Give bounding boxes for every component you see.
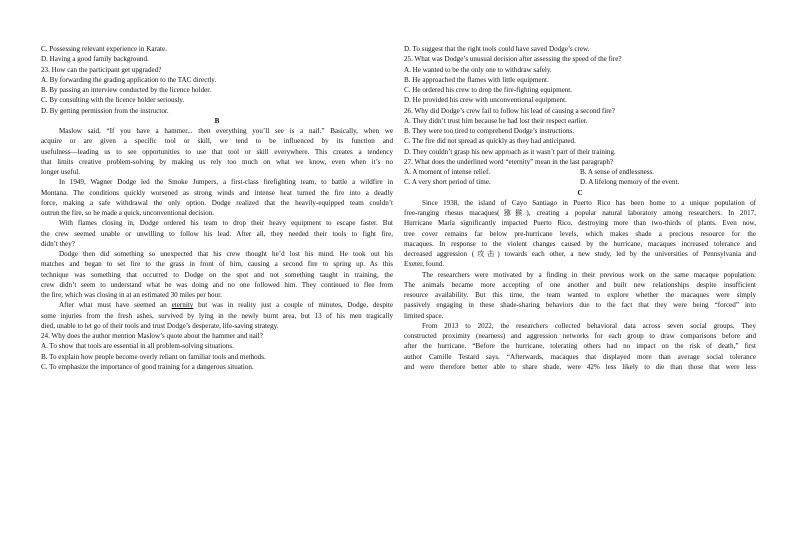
- text-line: matches and began to set fire to the grass in front of him, causing a second fire to spring up. As this: [41, 260, 393, 269]
- text-line: free-ranging rhesus macaques(猕猴), creating a popular natural laboratory among researchers. In 2017,: [404, 209, 756, 217]
- text-line: In 1949, Wagner Dodge led the Smoke Jumpers, a first-class firefighting team, to battle a wildfire in: [59, 178, 393, 187]
- text-line: longer useful.: [41, 168, 81, 176]
- text-line: after the hurricane. “Before the hurricane, tolerating others had no impact on the risk of death,” first: [404, 342, 756, 351]
- text-line: A. To show that tools are essential in all problem-solving situations.: [41, 342, 234, 351]
- text-line: 26. Why did Dodge’s crew fail to follow his lead of causing a second fire?: [404, 106, 615, 115]
- text-line: Montana. The conditions quickly worsened as strong winds and intense heat turned the fire into a deadly: [41, 188, 393, 197]
- option-row: [404, 177, 756, 187]
- text-line: C. Possessing relevant experience in Karate.: [41, 45, 167, 53]
- text-line: decreased aggression (攻击) towards each other, a new study, led by the universities of Pennsylvania and: [404, 250, 756, 258]
- text-line: some injuries from the fresh ashes, survived by lying in the newly burnt area, but 13 of his men tragically: [41, 311, 393, 320]
- option-text: D. A lifelong memory of the event.: [580, 178, 680, 187]
- text-line: With flames closing in, Dodge ordered his team to drop their heavy equipment to escape faster. But: [59, 219, 393, 228]
- text-line: D. He provided his crew with unconventional equipment.: [404, 96, 567, 105]
- text-line: and were therefore better able to share shade, were 42% less likely to die than those that were less: [404, 362, 756, 371]
- text-line: D. By getting permission from the instructor.: [41, 106, 169, 115]
- option-text: A. A moment of intense relief.: [404, 168, 491, 176]
- text-line: 24. Why does the author mention Maslow’s quote about the hammer and nail?: [41, 332, 263, 340]
- text-line: C. To emphasize the importance of good training for a dangerous situation.: [41, 362, 254, 371]
- text-line: tree cover remains far below pre-hurricane levels, which makes shade a precious resource for the: [404, 229, 756, 238]
- text-line: The researchers were motivated by a finding in their previous work on the same macaque population:: [422, 270, 756, 279]
- text-line: constructed proximity (nearness) and aggression networks for each group to draw comparisons before and: [404, 332, 756, 340]
- text-segment: but was in reality just a couple of minutes, Dodge, despite: [193, 301, 393, 310]
- text-line: [41, 300, 393, 310]
- text-line: that limits creative problem-solving by making us rely too much on what we know, even when it’s no: [41, 157, 393, 166]
- text-line: outrun the fire, so he made a quick, unconventional decision.: [41, 209, 214, 217]
- text-line: the fire, which was closing in at an estimated 30 miles per hour.: [41, 291, 222, 299]
- text-line: A. They didn’t trust him because he had lost their respect earlier.: [404, 116, 588, 125]
- text-line: Dodge then did something so unexpected that his crew thought he’d lost his mind. He took out his: [59, 250, 393, 258]
- option-text: B. A sense of endlessness.: [580, 168, 655, 176]
- text-line: A. By forwarding the grading application to the TAC directly.: [41, 75, 217, 84]
- text-line: 27. What does the underlined word “eternity” mean in the last paragraph?: [404, 157, 614, 166]
- text-line: usefulness—leading us to see opportunities to use that tool or skill everywhere. This creates a tendency: [41, 147, 393, 156]
- text-line: Exeter, found.: [404, 260, 445, 269]
- text-line: the crew seemed unable or unwilling to follow his lead. After all, they needed their tools to fight fire,: [41, 229, 393, 238]
- text-line: Hurricane Maria significantly impacted Puerto Rico, destroying more than two-thirds of plants. Even now,: [404, 219, 756, 228]
- right-column: [404, 44, 756, 372]
- text-segment: After what must have seemed an: [59, 301, 172, 310]
- text-line: From 2013 to 2022, the researchers collected behavioral data across seven social groups. They: [422, 321, 756, 330]
- option-row: [404, 167, 756, 177]
- text-line: B. By passing an interview conducted by the licence holder.: [41, 86, 212, 94]
- text-line: force, making a safe withdrawal the only option. Dodge realized that the heavily-equipped team couldn’t: [41, 198, 393, 207]
- text-line: A. He wanted to be the only one to withdraw safely.: [404, 65, 552, 74]
- text-line: 25. What was Dodge’s unusual decision after assessing the speed of the fire?: [404, 55, 622, 64]
- text-line: C. The fire did not spread as quickly as they had anticipated.: [404, 137, 576, 146]
- left-column: [41, 44, 393, 372]
- section-heading: C: [577, 188, 583, 197]
- text-line: limited space.: [404, 311, 444, 320]
- text-line: B. He approached the flames with little equipment.: [404, 75, 549, 84]
- text-line: C. By consulting with the licence holder seriously.: [41, 96, 185, 105]
- text-line: The animals became more accepting of one another and built new relationships despite insufficient: [404, 280, 756, 289]
- text-line: D. Having a good family background.: [41, 55, 149, 64]
- text-line: B. They were too tired to comprehend Dodge’s instructions.: [404, 127, 575, 135]
- text-line: D. To suggest that the right tools could have saved Dodge’s crew.: [404, 45, 590, 53]
- underlined-word: eternity: [171, 301, 194, 310]
- text-line: C. He ordered his crew to drop the fire-fighting equipment.: [404, 86, 573, 94]
- text-line: D. They couldn’t grasp his new approach as it wasn’t part of their training.: [404, 147, 616, 156]
- text-line: resource availability. But this time, the team wanted to explore whether the macaques were simply: [404, 291, 756, 299]
- text-line: technique was something that occurred to Dodge on the spot and not something taught in training, the: [41, 270, 393, 279]
- text-line: passively engaging in these shade-sharing behaviors due to the fact that they were being “forced” into: [404, 301, 756, 310]
- text-line: acquire or are given a specific tool or skill, we tend to be influenced by its function and: [41, 137, 393, 146]
- text-line: didn’t they?: [41, 239, 75, 248]
- text-line: Maslow said, “If you have a hammer... then everything you’ll see is a nail.” Basically, when we: [59, 127, 393, 135]
- section-heading: B: [214, 116, 220, 125]
- text-line: 23. How can the participant get upgraded?: [41, 65, 162, 74]
- text-line: Since 1938, the island of Cayo Santiago in Puerto Rico has been home to a unique population of: [422, 198, 756, 207]
- text-line: author Camille Testard says. “Afterwards, macaques that displayed more than average social tolerance: [404, 352, 756, 361]
- text-line: B. To explain how people become overly reliant on familiar tools and methods.: [41, 352, 266, 361]
- option-text: C. A very short period of time.: [404, 178, 491, 187]
- text-line: macaques. In response to the violent changes caused by the hurricane, macaques increased tolerance and: [404, 239, 756, 248]
- text-line: died, unable to let go of their tools and trust Dodge’s desperate, life-saving strategy.: [41, 321, 279, 330]
- text-line: crew didn’t seem to understand what he was doing and no one followed him. They continued to flee from: [41, 280, 393, 289]
